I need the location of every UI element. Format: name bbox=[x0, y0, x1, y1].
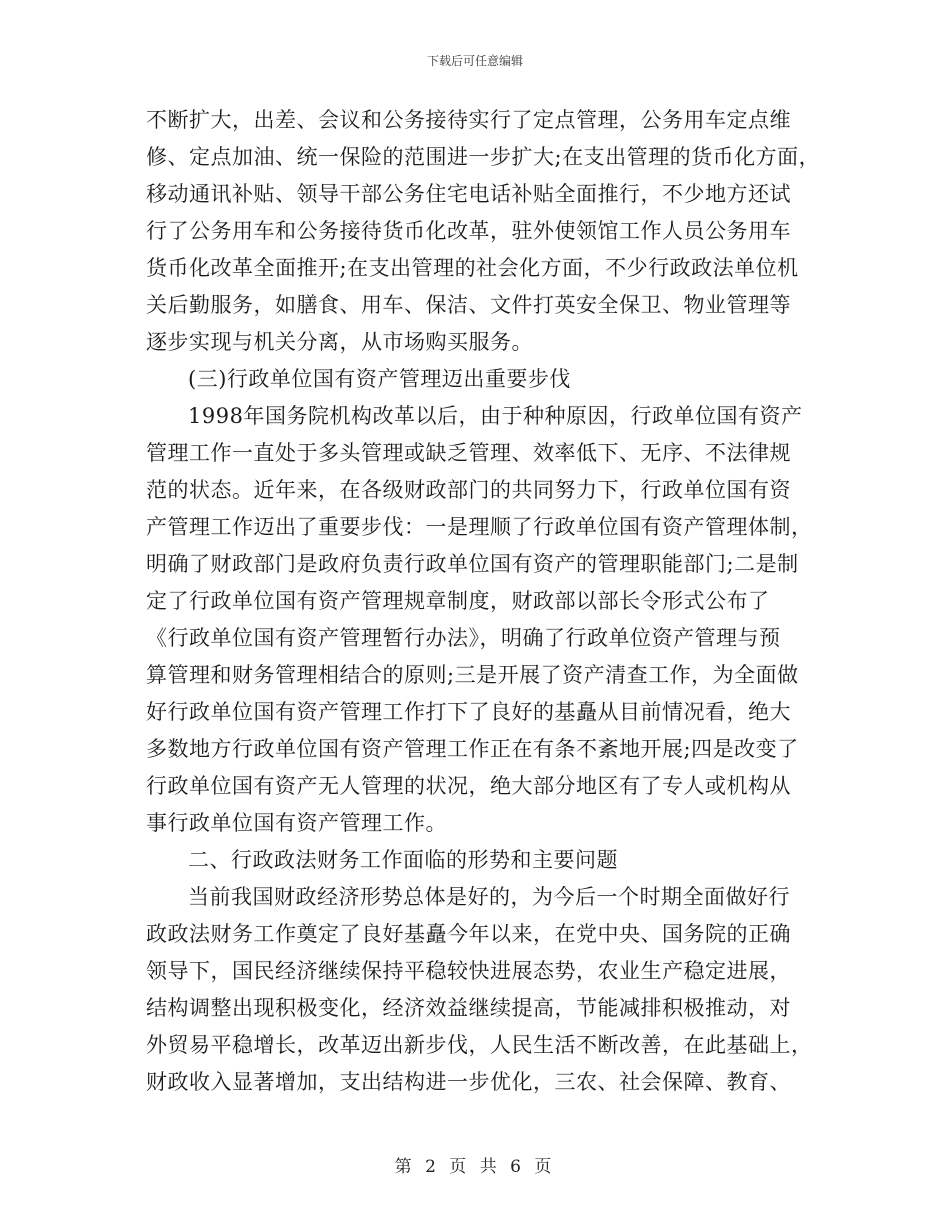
text-line: 明确了财政部门是政府负责行政单位国有资产的管理职能部门;二是制 bbox=[146, 552, 799, 576]
text-line: 当前我国财政经济形势总体是好的，为今后一个时期全面做好行 bbox=[188, 885, 790, 909]
text-line: 领导下，国民经济继续保持平稳较快进展态势，农业生产稳定进展， bbox=[146, 959, 791, 983]
text-line: 多数地方行政单位国有资产管理工作正在有条不紊地开展;四是改变了 bbox=[146, 737, 799, 761]
section-heading: (三)行政单位国有资产管理迈出重要步伐 bbox=[188, 367, 571, 391]
text-line: 算管理和财务管理相结合的原则;三是开展了资产清查工作，为全面做 bbox=[146, 663, 799, 687]
text-line: 财政收入显著增加，支出结构进一步优化，三农、社会保障、教育、 bbox=[146, 1070, 791, 1094]
text-line: 《行政单位国有资产管理暂行办法》，明确了行政单位资产管理与预 bbox=[146, 626, 781, 650]
text-line: 不断扩大，出差、会议和公务接待实行了定点管理，公务用车定点维 bbox=[146, 108, 791, 132]
page-header: 下载后可任意编辑 bbox=[426, 54, 523, 68]
text-line: 移动通讯补贴、领导干部公务住宅电话补贴全面推行，不少地方还试 bbox=[146, 182, 791, 206]
text-line: 结构调整出现积极变化，经济效益继续提高，节能减排积极推动，对 bbox=[146, 996, 791, 1020]
page-footer: 第 2 页 共 6 页 bbox=[394, 1157, 556, 1177]
text-line: 政政法财务工作奠定了良好基矗今年以来，在党中央、国务院的正确 bbox=[146, 922, 791, 946]
text-line: 范的状态。近年来，在各级财政部门的共同努力下，行政单位国有资 bbox=[146, 478, 791, 502]
section-heading: 二、行政政法财务工作面临的形势和主要问题 bbox=[188, 848, 618, 872]
text-line: 行了公务用车和公务接待货币化改革，驻外使领馆工作人员公务用车 bbox=[146, 219, 791, 243]
text-line: 管理工作一直处于多头管理或缺乏管理、效率低下、无序、不法律规 bbox=[146, 441, 791, 465]
text-line: 修、定点加油、统一保险的范围进一步扩大;在支出管理的货币化方面， bbox=[146, 145, 821, 169]
text-line: 事行政单位国有资产管理工作。 bbox=[146, 811, 447, 835]
text-line: 定了行政单位国有资产管理规章制度，财政部以部长令形式公布了 bbox=[146, 589, 770, 613]
text-line: 好行政单位国有资产管理工作打下了良好的基矗从目前情况看，绝大 bbox=[146, 700, 791, 724]
text-line: 1998年国务院机构改革以后，由于种种原因，行政单位国有资产 bbox=[188, 404, 803, 428]
text-line: 逐步实现与机关分离，从市场购买服务。 bbox=[146, 330, 533, 354]
text-line: 关后勤服务，如膳食、用车、保洁、文件打英安全保卫、物业管理等 bbox=[146, 293, 791, 317]
text-line: 产管理工作迈出了重要步伐：一是理顺了行政单位国有资产管理体制， bbox=[146, 515, 813, 539]
text-line: 行政单位国有资产无人管理的状况，绝大部分地区有了专人或机构从 bbox=[146, 774, 791, 798]
text-line: 货币化改革全面推开;在支出管理的社会化方面，不少行政政法单位机 bbox=[146, 256, 799, 280]
text-line: 外贸易平稳增长，改革迈出新步伐，人民生活不断改善，在此基础上， bbox=[146, 1033, 813, 1057]
